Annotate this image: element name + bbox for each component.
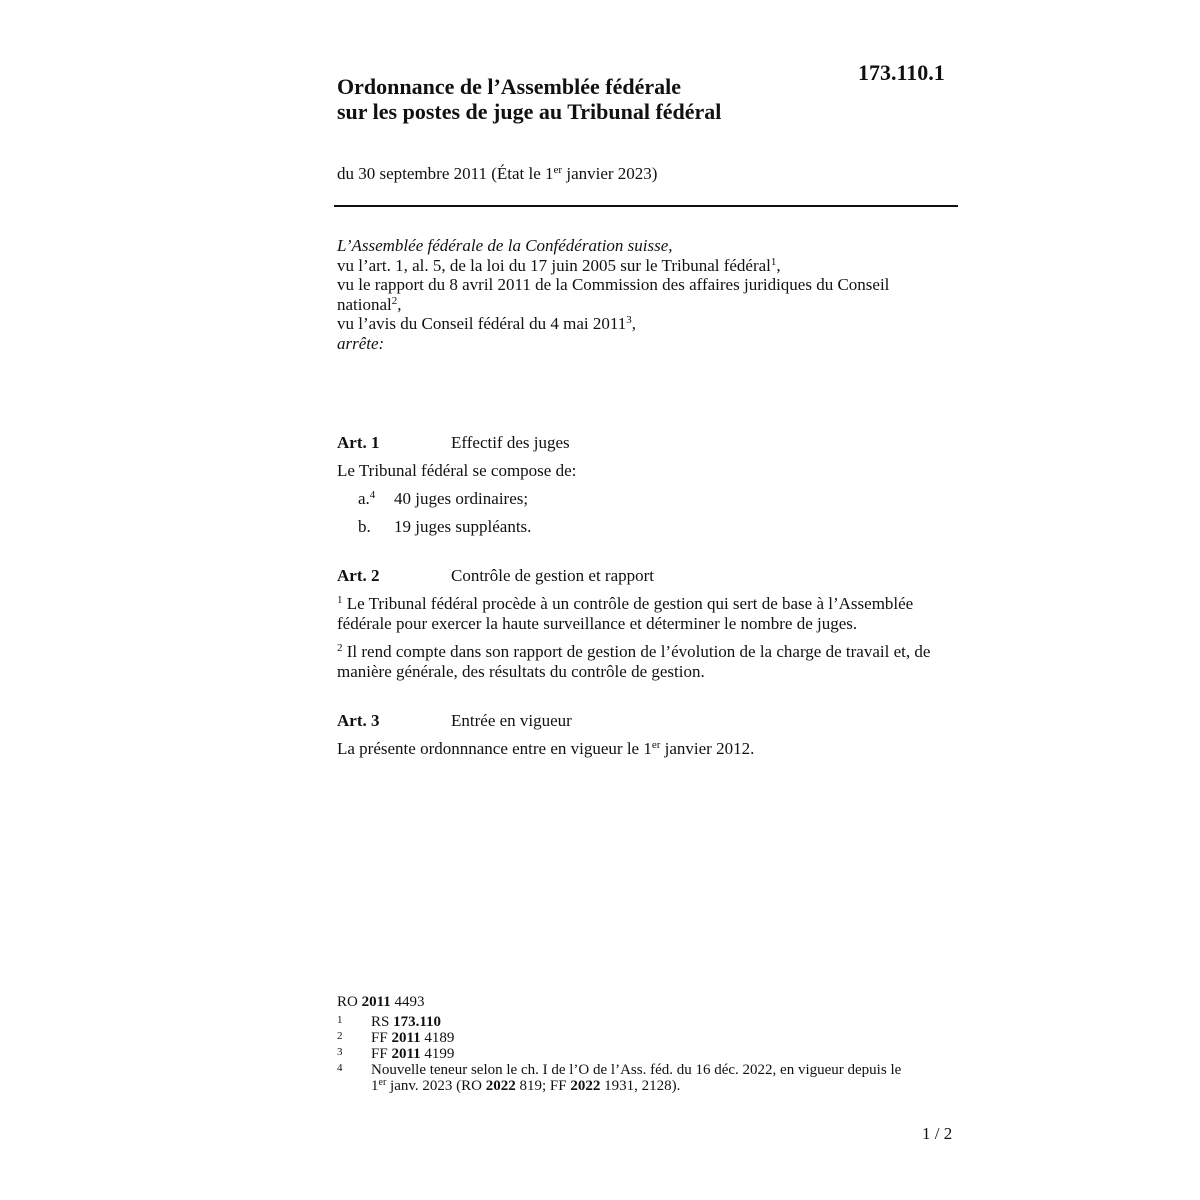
sr-number: 173.110.1 [858,60,945,85]
article-1-intro: Le Tribunal fédéral se compose de: [337,461,577,480]
preamble-line-1: vu l’art. 1, al. 5, de la loi du 17 juin 2005 sur le Tribunal fédéral$^1$, [337,255,781,275]
paragraph-2-number: 2 [337,642,343,654]
date-sup: er [553,164,563,176]
document-title [337,74,721,124]
footnote-3: 3 FF 2011 4199 [337,1046,455,1062]
title-line-1: Ordonnance de l’Assemblée fédérale [337,74,681,99]
footnote-3-number: 3 [337,1046,343,1058]
footnote-ref-1[interactable]: 1 [770,255,777,268]
footnote-4-number: 4 [337,1062,343,1074]
preamble-line-3: national$^2$, [337,294,402,314]
header-divider [334,205,958,207]
footnotes [337,994,957,1094]
item-a-text: 40 juges ordinaires; [394,489,529,508]
article-3-number: Art. 3 [337,711,380,730]
footnote-1: 1 RS 173.110 [337,1014,442,1030]
footnote-2: 2 FF 2011 4189 [337,1030,455,1046]
item-a-mark: a.$^4$ [358,489,376,508]
date-suffix: janvier 2023) [562,164,658,183]
item-b-mark: b. [358,517,371,536]
footnote-ref-3[interactable]: 3 [626,314,632,326]
footnote-4: 4 Nouvelle teneur selon le ch. I de l’O de l’Ass. féd. du 16 déc. 2022, en vigueur depuis le 1er janv. 2023 (RO 2022 819; FF 2022 1931, 2128). [337,1062,902,1094]
page-number: 1 / 2 [922,1124,953,1143]
preamble-line-2: vu le rapport du 8 avril 2011 de la Commission des affaires juridiques du Conseil [337,275,890,294]
article-3-heading [337,711,572,731]
article-1-number: Art. 1 [337,433,380,452]
preamble-authority: L’Assemblée fédérale de la Confédération suisse, [337,236,673,255]
article-2-heading [337,566,654,586]
article-3-title: Entrée en vigueur [451,711,572,730]
article-2-title: Contrôle de gestion et rapport [451,566,655,585]
date-prefix: du 30 septembre 2011 (État le 1 [337,164,554,183]
article-1-heading [337,433,570,453]
item-b-text: 19 juges suppléants. [394,517,532,536]
title-line-2: sur les postes de juge au Tribunal fédéral [337,99,722,124]
article-2-number: Art. 2 [337,566,380,585]
ro-reference: RO 2011 4493 [337,994,425,1010]
footnote-1-number: 1 [337,1014,343,1026]
footnote-2-number: 2 [337,1030,343,1042]
article-2-paragraph-2: $^2$ Il rend compte dans son rapport de gestion de l’évolution de la charge de travail et, de manière générale, des résultats du contrôle de gestion. [337,642,931,681]
article-1-title: Effectif des juges [451,433,570,452]
footnote-ref-2[interactable]: 2 [391,294,398,307]
article-2-paragraph-1: $^1$ Le Tribunal fédéral procède à un contrôle de gestion qui sert de base à l’Assemblée fédérale pour exercer la haute surveillance et déterminer le nombre de juges. [337,594,914,633]
preamble-decree: arrête: [337,333,385,353]
document-date [337,164,657,184]
preamble [337,236,967,353]
preamble-line-4: vu l’avis du Conseil fédéral du 4 mai 2011$^3$, [337,314,637,333]
paragraph-1-number: 1 [337,594,343,606]
footnote-ref-4[interactable]: 4 [369,489,376,501]
article-3-text: La présente ordonnnance entre en vigueur le 1er janvier 2012. [337,739,755,758]
